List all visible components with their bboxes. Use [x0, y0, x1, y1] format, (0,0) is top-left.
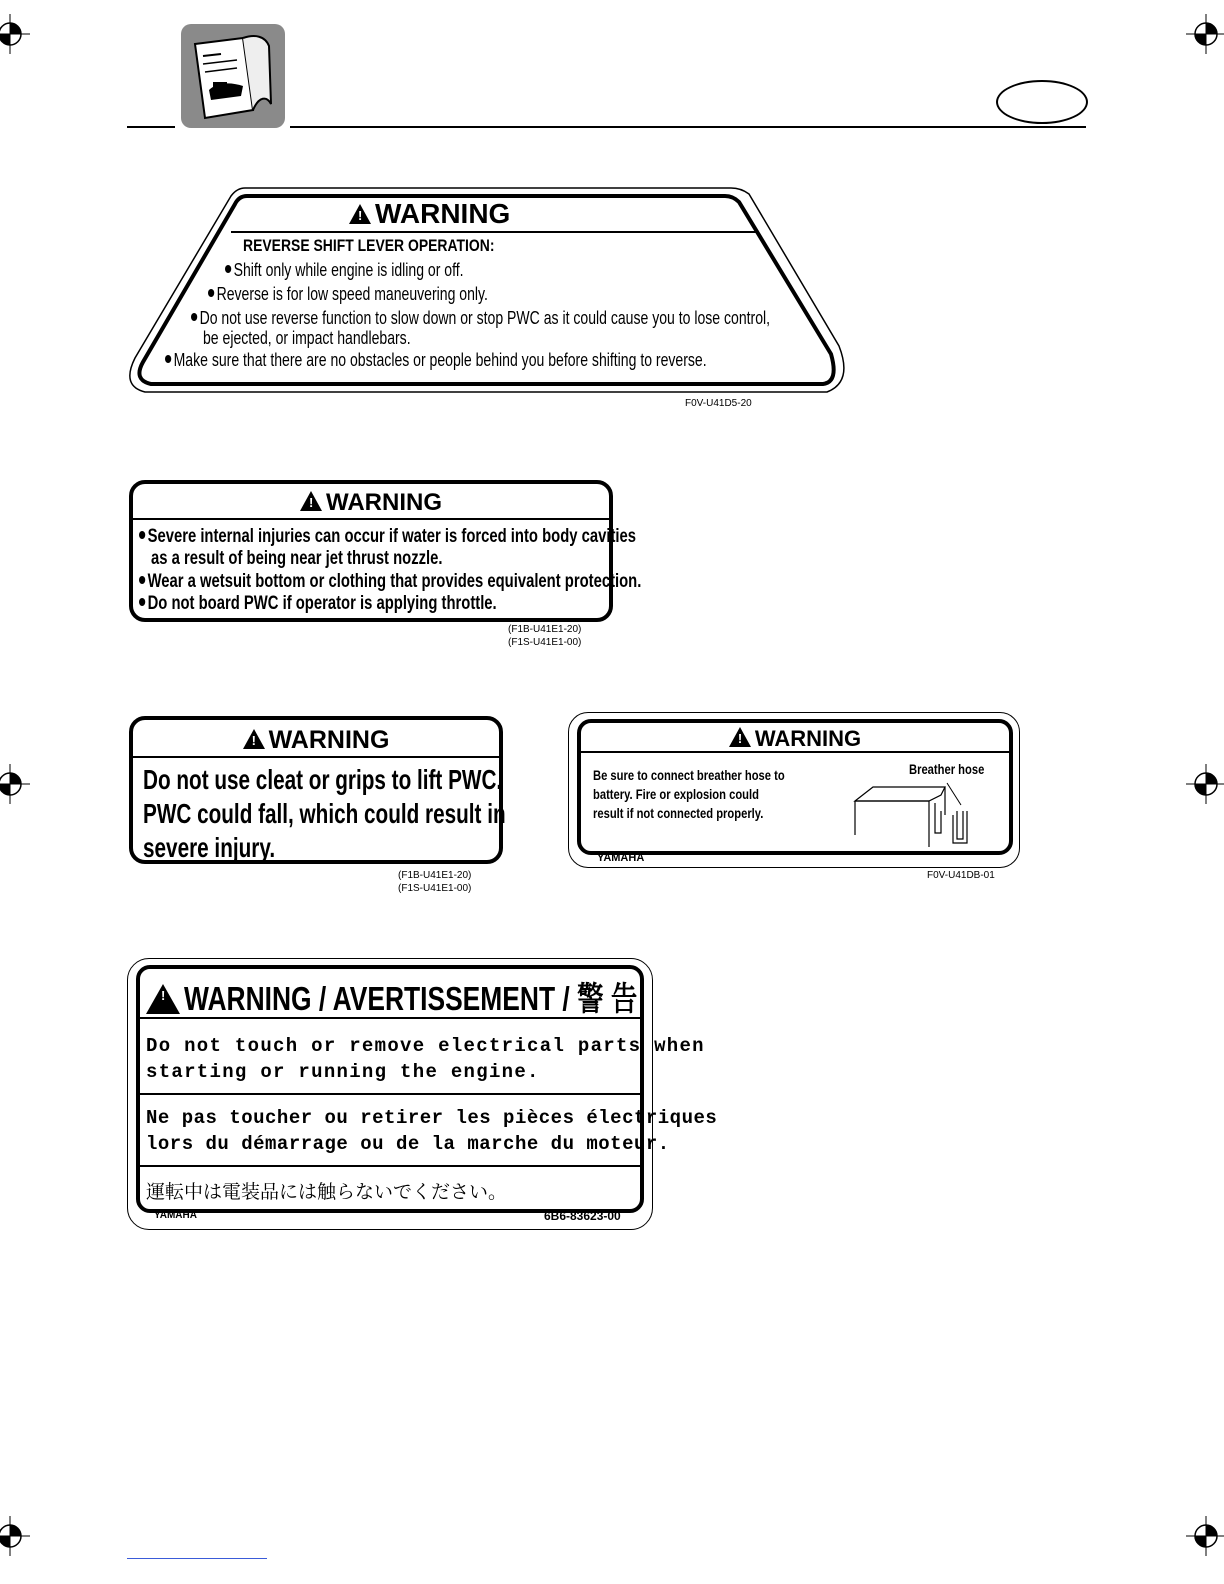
registration-mark-icon	[1186, 1516, 1224, 1556]
header-rule-left	[127, 126, 175, 128]
label-line: Be sure to connect breather hose to	[593, 767, 785, 783]
registration-mark-icon	[1186, 764, 1224, 804]
registration-mark-icon	[0, 14, 30, 54]
cleat-grips-label	[127, 714, 505, 866]
diagram-label: Breather hose	[909, 761, 985, 777]
manual-book-icon	[181, 24, 285, 128]
warning-triangle-icon	[349, 204, 371, 224]
part-code: (F1B-U41E1-20)	[508, 624, 582, 635]
french-line: lors du démarrage ou de la marche du moteur.	[146, 1133, 670, 1155]
battery-diagram	[849, 775, 999, 847]
registration-mark-icon	[0, 1516, 30, 1556]
warning-title: !WARNING	[133, 484, 609, 520]
jet-thrust-label	[127, 478, 642, 624]
part-code: (F1B-U41E1-20)	[398, 870, 472, 881]
header-rule-right	[290, 126, 1086, 128]
label-subtitle: REVERSE SHIFT LEVER OPERATION:	[243, 236, 495, 255]
part-code: F0V-U41D5-20	[685, 398, 752, 409]
warning-triangle-icon	[729, 727, 751, 747]
label-line: severe injury.	[143, 832, 276, 863]
list-item: Severe internal injuries can occur if water is forced into body cavities	[139, 526, 636, 548]
label-line: result if not connected properly.	[593, 805, 764, 821]
breather-hose-label	[568, 712, 1020, 868]
list-item: Do not board PWC if operator is applying throttle.	[139, 593, 497, 615]
warning-title: !WARNING	[349, 198, 510, 230]
list-item: as a result of being near jet thrust nozzle.	[151, 548, 443, 569]
reverse-shift-label	[127, 186, 849, 396]
label-line: battery. Fire or explosion could	[593, 786, 759, 802]
japanese-line: 運転中は電装品には触らないでください。	[146, 1181, 508, 1203]
registration-mark-icon	[0, 764, 30, 804]
footer-link-line	[127, 1558, 267, 1559]
english-line: starting or running the engine.	[146, 1061, 540, 1083]
list-item: Reverse is for low speed maneuvering only.	[208, 284, 488, 305]
warning-triangle-icon	[146, 984, 180, 1014]
english-line: Do not touch or remove electrical parts when	[146, 1035, 705, 1057]
warning-title: !WARNING / AVERTISSEMENT / 警 告	[146, 973, 751, 1020]
list-item: Wear a wetsuit bottom or clothing that provides equivalent protection.	[139, 571, 641, 593]
brand-yamaha: YAMAHA	[597, 852, 645, 864]
part-code: F0V-U41DB-01	[927, 870, 995, 881]
list-item: Shift only while engine is idling or off.	[225, 260, 464, 281]
warning-title: !WARNING	[133, 720, 499, 758]
french-line: Ne pas toucher ou retirer les pièces électriques	[146, 1107, 718, 1129]
part-code: (F1S-U41E1-00)	[398, 883, 472, 894]
brand-yamaha: YAMAHA	[154, 1210, 197, 1221]
label-line: PWC could fall, which could result in	[143, 798, 506, 829]
electrical-warning-label	[127, 958, 718, 1230]
part-code: (F1S-U41E1-00)	[508, 637, 582, 648]
registration-mark-icon	[1186, 14, 1224, 54]
warning-title: !WARNING	[581, 723, 1009, 753]
list-item: be ejected, or impact handlebars.	[203, 328, 411, 348]
warning-triangle-icon	[243, 729, 265, 749]
list-item: Do not use reverse function to slow down or stop PWC as it could cause you to lose control,	[191, 308, 770, 329]
part-number: 6B6-83623-00	[544, 1209, 621, 1223]
warning-triangle-icon	[300, 491, 322, 511]
language-tab	[996, 80, 1088, 124]
label-line: Do not use cleat or grips to lift PWC.	[143, 764, 503, 795]
list-item: Make sure that there are no obstacles or people behind you before shifting to reverse.	[165, 350, 707, 371]
